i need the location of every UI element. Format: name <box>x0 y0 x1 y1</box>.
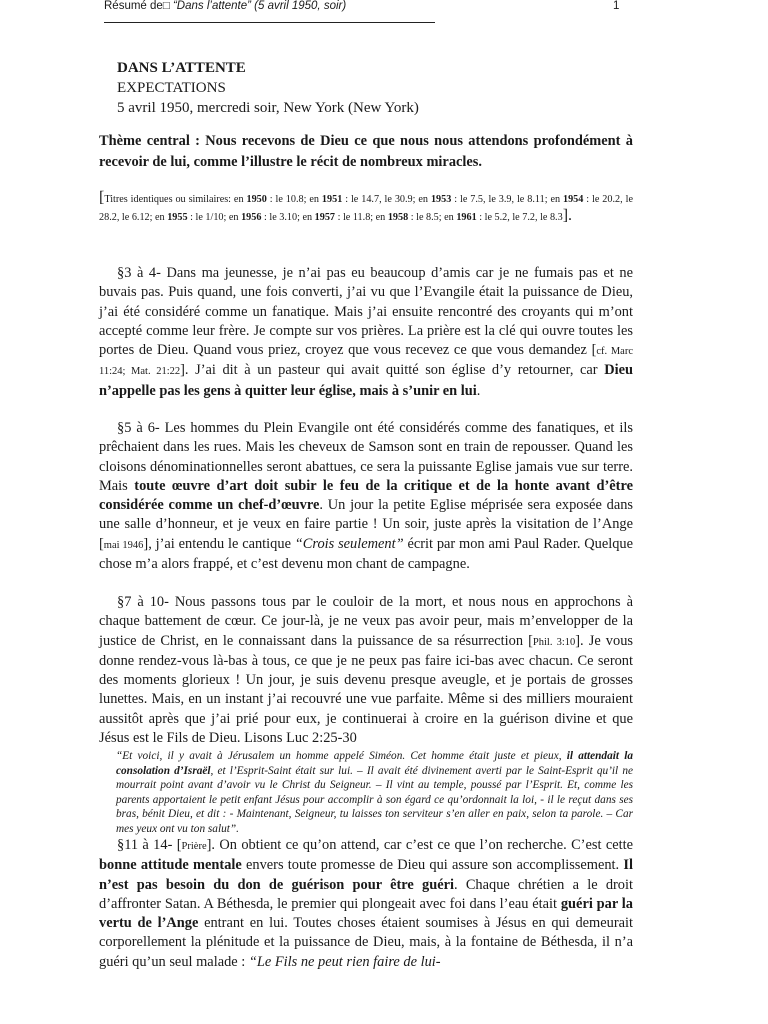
text-run: [ <box>591 342 597 359</box>
bold-emphasis: Il n’est pas besoin du don de guérison pour être guéri <box>99 857 633 893</box>
inline-reference: cf. Marc 11:24; Mat. 21:22 <box>99 346 634 378</box>
ref-year: 1951 <box>321 194 343 205</box>
ref-year: 1957 <box>314 212 336 223</box>
bold-emphasis: toute œuvre d’art doit subir le feu de la critique et de la honte avant d’être considérée comme un chef-d’œuvre <box>99 477 633 514</box>
document-subtitle: EXPECTATIONS <box>117 80 226 96</box>
quote-text-run: , et l’Esprit-Saint était sur lui. – Il avait été divinement averti par le Saint-Esprit qu’il ne mourrait point avant d’avoir vu le Christ du Seigneur. – Il vint au temple, poussé par l’Esprit. Et, comme les parents apportaient le petit enfant Jésus pour accomplir à son égard ce qu’ordonnait la loi, - il le reçut dans ses bras, bénit Dieu, et dit : - Maintenant, Seigneur, tu laisses ton serviteur s’en aller en paix, selon ta parole. – Car mes yeux ont vu ton salut”. <box>116 764 633 835</box>
paragraph-5-6 <box>99 419 633 574</box>
missing-glyph-icon: □ <box>162 0 170 12</box>
ref-year: 1961 <box>456 212 477 223</box>
references-note <box>99 190 633 226</box>
refs-text <box>99 194 633 223</box>
text-run: entrant en lui. Toutes choses étaient soumises à Jésus en qui demeurait corporellement la plénitude et la puissance de Dieu, mais, à la fontaine de Béthesda, il n’a guéri qu’un seul malade : <box>99 915 633 970</box>
inline-reference: mai 1946 <box>103 539 144 551</box>
quote-text-run: “Et voici, il y avait à Jérusalem un homme appelé Siméon. Cet homme était juste et pieux, <box>116 750 567 762</box>
title-block <box>117 58 657 118</box>
quote-emphasis: il attendait la consolation d’Israël <box>116 750 633 777</box>
text-run: ]. On obtient ce qu’on attend, car c’est ce que l’on recherche. C’est cette <box>206 837 633 853</box>
text-run: §3 à 4- Dans ma jeunesse, je n’ai pas eu beaucoup d’amis car je ne fumais pas et ne buvais pas. Puis quand, une fois converti, j’ai vu que l’Evangile était la puissance de Dieu, j’ai été considéré comme un fanatique. Mais j’ai ensuite rencontré des croyants qui m’ont accepté comme leur frère. Je compte sur vos prières. La prière est la clé qui ouvre toutes les portes de Dieu. Quand vous priez, croyez que vous recevez ce que vous demandez <box>99 265 633 359</box>
italic-citation: “Crois seulement” <box>294 535 404 552</box>
ref-text-run: : le 8.5; en <box>408 212 457 223</box>
refs-close-bracket: ]. <box>562 207 573 224</box>
ref-text-run: : le 3.10; en <box>261 212 315 223</box>
page-number: 1 <box>613 0 620 12</box>
text-run: envers toute promesse de Dieu qui assure son accomplissement. <box>241 857 624 874</box>
ref-text-run: : le 5.2, le 7.2, le 8.3 <box>476 212 563 223</box>
text-run: §11 à 14- [ <box>117 837 182 853</box>
paragraph-11-14 <box>99 836 633 972</box>
page-header <box>104 0 634 26</box>
ref-year: 1956 <box>241 212 262 223</box>
header-prefix: Résumé de <box>104 0 163 12</box>
ref-text-run: : le 20.2, le 28.2, le 6.12; en <box>99 194 633 223</box>
scripture-quote <box>116 749 633 836</box>
header-title: “Dans l’attente” (5 avril 1950, soir) <box>172 0 347 12</box>
bold-emphasis: bonne attitude mentale <box>99 857 242 874</box>
ref-year: 1953 <box>430 194 452 205</box>
bold-emphasis: guéri par la vertu de l’Ange <box>99 895 634 932</box>
ref-text-run: : le 11.8; en <box>335 212 388 223</box>
header-rule <box>104 22 435 23</box>
text-run: . <box>476 382 481 399</box>
text-run: écrit par mon ami Paul Rader. Quelque chose m’a alors frappé, et c’est devenu mon chant de campagne. <box>99 535 633 573</box>
date-place: 5 avril 1950, mercredi soir, New York (New York) <box>117 100 419 116</box>
inline-reference: Prière <box>181 841 207 852</box>
text-run: . Chaque chrétien a le droit d’affronter Satan. A Béthesda, le premier qui plongeait avec foi dans l’eau était <box>99 876 633 912</box>
text-run: ]. Je vous donne rendez-vous là-bas à tous, ce que je ne peux pas faire ici-bas avec chacun. Ce seront des moments glorieux ! Un jour, je suis devenu presque aveugle, et je portais de grosses lunettes. Mais, en un instant j’ai recouvré une vue parfaite. Même si des milliers mouraient aussitôt après que j’ai prié pour eux, je continuerai à croire en la guérison divine et que Jésus est le Fils de Dieu. Lisons Luc 2:25-30 <box>99 632 633 747</box>
ref-year: 1954 <box>562 194 584 205</box>
central-theme: Thème central : Nous recevons de Dieu ce que nous nous attendons profondément à recevoir de lui, comme l’illustre le récit de nombreux miracles. <box>99 133 633 170</box>
bold-emphasis: Dieu n’appelle pas les gens à quitter leur église, mais à s’unir en lui <box>99 362 633 399</box>
text-run: . Un jour la petite Eglise méprisée sera exposée dans une salle d’honneur, et je veux en faire partie ! Un soir, juste après la visitation de l’Ange [ <box>99 497 634 552</box>
refs-open-bracket: [ <box>99 189 105 206</box>
ref-year: 1958 <box>387 212 409 223</box>
text-run: ], j’ai entendu le cantique <box>143 535 295 552</box>
text-run: §5 à 6- Les hommes du Plein Evangile ont été considérés comme des fanatiques, et ils prêchaient dans les rues. Mais les cheveux de Samson sont en train de repousser. Quand les cloisons dénominationnelles seront abattues, ce sera la puissante Eglise jamais vue sur terre. Mais <box>99 420 633 494</box>
inline-reference: Phil. 3:10 <box>532 636 576 648</box>
ref-year: 1950 <box>246 194 267 205</box>
text-run: ]. J’ai dit à un pasteur qui avait quitté son église d’y retourner, car <box>180 362 605 379</box>
ref-text-run: Titres identiques ou similaires: en <box>104 194 247 205</box>
ref-text-run: : le 1/10; en <box>187 212 242 223</box>
document-title: DANS L’ATTENTE <box>117 60 246 76</box>
paragraph-7-10 <box>99 593 633 748</box>
running-header <box>104 0 346 12</box>
ref-text-run: : le 7.5, le 3.9, le 8.11; en <box>451 194 563 205</box>
ref-text-run: : le 10.8; en <box>266 194 322 205</box>
ref-year: 1955 <box>167 212 188 223</box>
italic-citation: “Le Fils ne peut rien faire de lui- <box>248 953 441 970</box>
text-run: §7 à 10- Nous passons tous par le couloir de la mort, et nous nous en approchons à chaque battement de cœur. Ce jour-là, je ne veux pas avoir peur, mais m’envelopper de la justice de Christ, en le connaissant dans la puissance de sa résurrection [ <box>99 594 633 649</box>
ref-text-run: : le 14.7, le 30.9; en <box>342 194 431 205</box>
paragraph-3-4 <box>99 264 633 401</box>
